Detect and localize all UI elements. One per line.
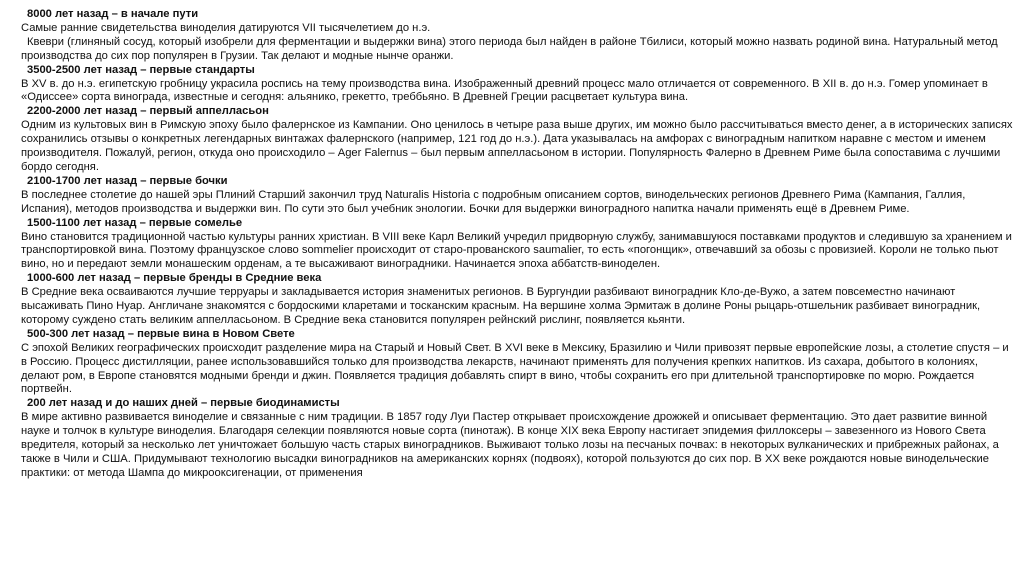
section-body [0,342,1024,398]
section-body [0,231,1024,273]
section-8000-years [0,8,1024,64]
section-heading: 8000 лет назад – в начале пути [27,8,199,20]
paragraph: В XV в. до н.э. египетскую гробницу украсила роспись на тему производства вина. Изображенный древний процесс мало отличается от современного. В XII в. до н.э. Гомер упоминает в «Одиссее» сорта винограда, известные и сегодня: альянико, грекетто, треббьяно. В Древней Греции расцветает культура вина. [21,77,988,104]
section-body [0,22,1024,64]
section-1500-1100-years [0,217,1024,273]
paragraph: Вино становится традиционной частью культуры ранних христиан. В VIII веке Карл Великий учредил придворную службу, занимавшуюся поставками продуктов и следившую за хранением и транспортировкой вина. Поэтому французское слово sommelier происходит от старо-прованского saumalier, то есть «погонщик», отвечавший за обозы с провизией. Короли не только пьют вино, но и передают земли монашеским орденам, а те высаживают виноградники. Начинается эпоха аббатств-виноделен. [21,230,1012,271]
section-heading: 500-300 лет назад – первые вина в Новом Свете [27,327,295,340]
section-heading: 2200-2000 лет назад – первый аппелласьон [27,105,269,118]
paragraph: Самые ранние свидетельства виноделия датируются VII тысячелетием до н.э. [21,21,431,34]
section-body [0,286,1024,328]
section-body [0,78,1024,106]
paragraph: В последнее столетие до нашей эры Плиний Старший закончил труд Naturalis Historia с подробным описанием сортов, винодельческих регионов Древнего Рима (Кампания, Галлия, Испания), методов производства и выдержки вин. По сути это был учебник энологии. Бочки для выдержки виноградного напитка начали применять ещё в Древнем Риме. [21,188,966,215]
paragraph: Одним из культовых вин в Римскую эпоху было фалернское из Кампании. Оно ценилось в четыре раза выше других, им можно было рассчитываться вместо денег, а в исторических записях сохранились отзывы о конкретных легендарных винтажах фалернского (например, 121 год до н.э.). Дата указывалась на амфорах с виноградным напитком наравне с местом и именем производителя. Пожалуй, регион, откуда оно происходило – Ager Falernus – был первым аппелласьоном в истории. Популярность Фалерно в Древнем Риме была сопоставима с лучшими бордо сегодня. [21,119,1013,173]
paragraph: В Средние века осваиваются лучшие терруары и закладывается история знаменитых регионов. В Бургундии разбивают виноградник Кло-де-Вужо, а затем повсеместно начинают высаживать Пино Нуар. Англичане знакомятся с бордоскими кларетами и тосканским красным. На вершине холма Эрмитаж в долине Роны рыцарь-отшельник разбивает виноградник, которому суждено стать великим аппелласьоном. В Средние века становится популярен рейнский рислинг, появляется кьянти. [21,286,981,326]
section-3500-2500-years [0,64,1024,106]
section-body [0,119,1024,175]
section-2100-1700-years [0,175,1024,217]
section-heading: 1500-1100 лет назад – первые сомелье [27,216,243,229]
section-heading: 2100-1700 лет назад – первые бочки [27,174,228,187]
section-heading: 1000-600 лет назад – первые бренды в Средние века [27,272,322,285]
section-1000-600-years [0,272,1024,328]
section-heading: 200 лет назад и до наших дней – первые биодинамисты [27,397,340,410]
paragraph: С эпохой Великих географических происходит разделение мира на Старый и Новый Свет. В XVI веке в Мексику, Бразилию и Чили привозят первые европейские лозы, а столетие спустя – и в Россию. Процесс дистилляции, ранее использовавшийся только для производства лекарств, начинают применять для получения крепких напитков. Из сахара, добытого в колониях, делают ром, в Европе становятся модными бренди и джин. Появляется традиция добавлять спирт в вино, чтобы сохранить его при длительной транспортировке по морю. Рождается портвейн. [21,341,1009,396]
section-200-years [0,397,1024,480]
paragraph: В мире активно развивается виноделие и связанные с ним традиции. В 1857 году Луи Пастер открывает происхождение дрожжей и описывает ферментацию. Это дает развитие винной науке и толчок в культуре виноделия. Благодаря селекции появляются новые сорта (пинотаж). В конце XIX века Европу настигает эпидемия филлоксеры – завезенного из Нового Света вредителя, который за несколько лет уничтожает большую часть старых виноградников. Выживают только лозы на песчаных почвах: в некоторых вулканических и прибрежных районах, а также в Чили и США. Придумывают технологию высадки виноградников на американских корнях (подвоях), которой пользуются до сих пор. В XX веке рождаются новые винодельческие практики: от метода Шампа до микрооксигенации, от применения [21,411,999,479]
section-2200-2000-years [0,105,1024,175]
section-heading: 3500-2500 лет назад – первые стандарты [27,63,255,76]
paragraph: Квеври (глиняный сосуд, который изобрели для ферментации и выдержки вина) этого периода был найден в районе Тбилиси, который можно назвать родиной вина. Натуральный метод производства до сих пор популярен в Грузии. Так делают и модные нынче оранжи. [21,35,998,62]
section-body [0,189,1024,217]
section-body [0,411,1024,481]
section-500-300-years [0,328,1024,398]
